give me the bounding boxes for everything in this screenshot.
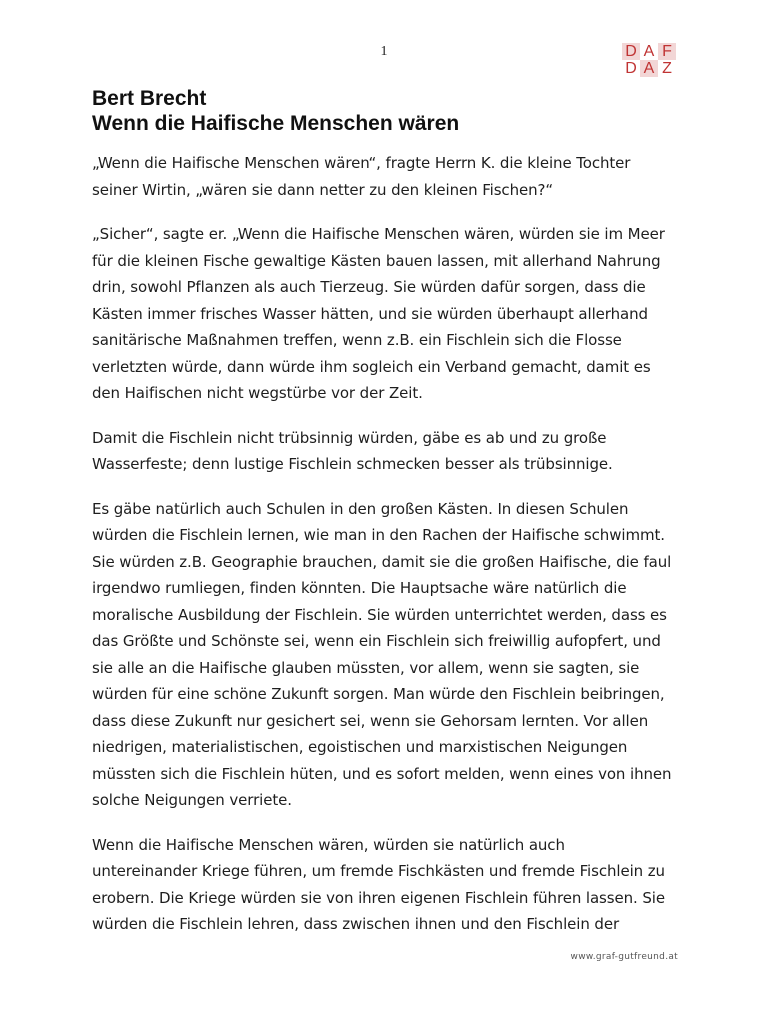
text-line: Es gäbe natürlich auch Schulen in den großen Kästen. In diesen Schulen (92, 499, 629, 518)
text-line: sanitärische Maßnahmen treffen, wenn z.B. ein Fischlein sich die Flosse (92, 331, 622, 349)
text-line: untereinander Kriege führen, um fremde Fischkästen und fremde Fischlein zu (92, 862, 665, 880)
text-line: würden die Fischlein lehren, dass zwischen ihnen und den Fischlein der (92, 915, 620, 933)
text-body (92, 150, 682, 956)
text-line: müssten sich die Fischlein hüten, und es sofort melden, wenn eines von ihnen (92, 764, 672, 783)
text-line: irgendwo rumliegen, finden könnten. Die Hauptsache wäre natürlich die (92, 579, 627, 597)
paragraph (92, 221, 682, 407)
work-title: Wenn die Haifische Menschen wären (92, 112, 460, 135)
page-number: 1 (380, 44, 388, 59)
text-line: Kästen immer frisches Wasser hätten, und sie würden überhaupt allerhand (92, 304, 648, 323)
text-line: moralische Ausbildung der Fischlein. Sie würden unterrichtet werden, dass es (92, 605, 667, 624)
text-line: Damit die Fischlein nicht trübsinnig würden, gäbe es ab und zu große (92, 428, 607, 447)
paragraph (92, 425, 682, 478)
logo-letter: A (640, 60, 658, 77)
text-line: solche Neigungen verriete. (92, 791, 292, 809)
text-line: seiner Wirtin, „wären sie dann netter zu den kleinen Fischen?“ (92, 180, 554, 199)
logo-letter: F (658, 43, 676, 60)
text-line: „Wenn die Haifische Menschen wären“, fragte Herrn K. die kleine Tochter (92, 154, 631, 172)
text-line: drin, sowohl Pflanzen als auch Tierzeug. Sie würden dafür sorgen, dass die (92, 278, 646, 296)
text-line: Sie würden z.B. Geographie brauchen, damit sie die großen Haifische, die faul (92, 552, 672, 571)
text-line: würden die Fischlein lernen, wie man in den Rachen der Haifische schwimmt. (92, 526, 665, 544)
logo-letter: D (622, 60, 640, 77)
logo-letter: A (640, 43, 658, 60)
text-line: dass diese Zukunft nur gesichert sei, wenn sie Gehorsam lernten. Vor allen (92, 711, 649, 730)
text-line: für die kleinen Fische gewaltige Kästen bauen lassen, mit allerhand Nahrung (92, 251, 661, 270)
paragraph (92, 150, 682, 203)
paragraph (92, 832, 682, 938)
author-name: Bert Brecht (92, 87, 207, 110)
title-block (92, 86, 692, 136)
daf-daz-logo (622, 43, 676, 77)
paragraph (92, 496, 682, 814)
text-line: erobern. Die Kriege würden sie von ihren eigenen Fischlein führen lassen. Sie (92, 888, 665, 907)
text-line: Wenn die Haifische Menschen wären, würden sie natürlich auch (92, 835, 565, 854)
footer-url: www.graf-gutfreund.at (570, 952, 678, 962)
text-line: Wasserfeste; denn lustige Fischlein schmecken besser als trübsinnige. (92, 455, 613, 473)
logo-letter: Z (658, 60, 676, 77)
text-line: verletzten würde, dann würde ihm sogleich ein Verband gemacht, damit es (92, 357, 651, 376)
text-line: sie alle an die Haifische glauben müssten, vor allem, wenn sie sagten, sie (92, 658, 640, 677)
logo-letter: D (622, 43, 640, 60)
text-line: das Größte und Schönste sei, wenn ein Fischlein sich freiwillig aufopfert, und (92, 632, 661, 650)
text-line: würden für eine schöne Zukunft sorgen. Man würde den Fischlein beibringen, (92, 685, 665, 703)
text-line: den Haifischen nicht wegstürbe vor der Zeit. (92, 384, 423, 402)
text-line: niedrigen, materialistischen, egoistischen und marxistischen Neigungen (92, 738, 628, 756)
text-line: „Sicher“, sagte er. „Wenn die Haifische Menschen wären, würden sie im Meer (92, 225, 665, 243)
